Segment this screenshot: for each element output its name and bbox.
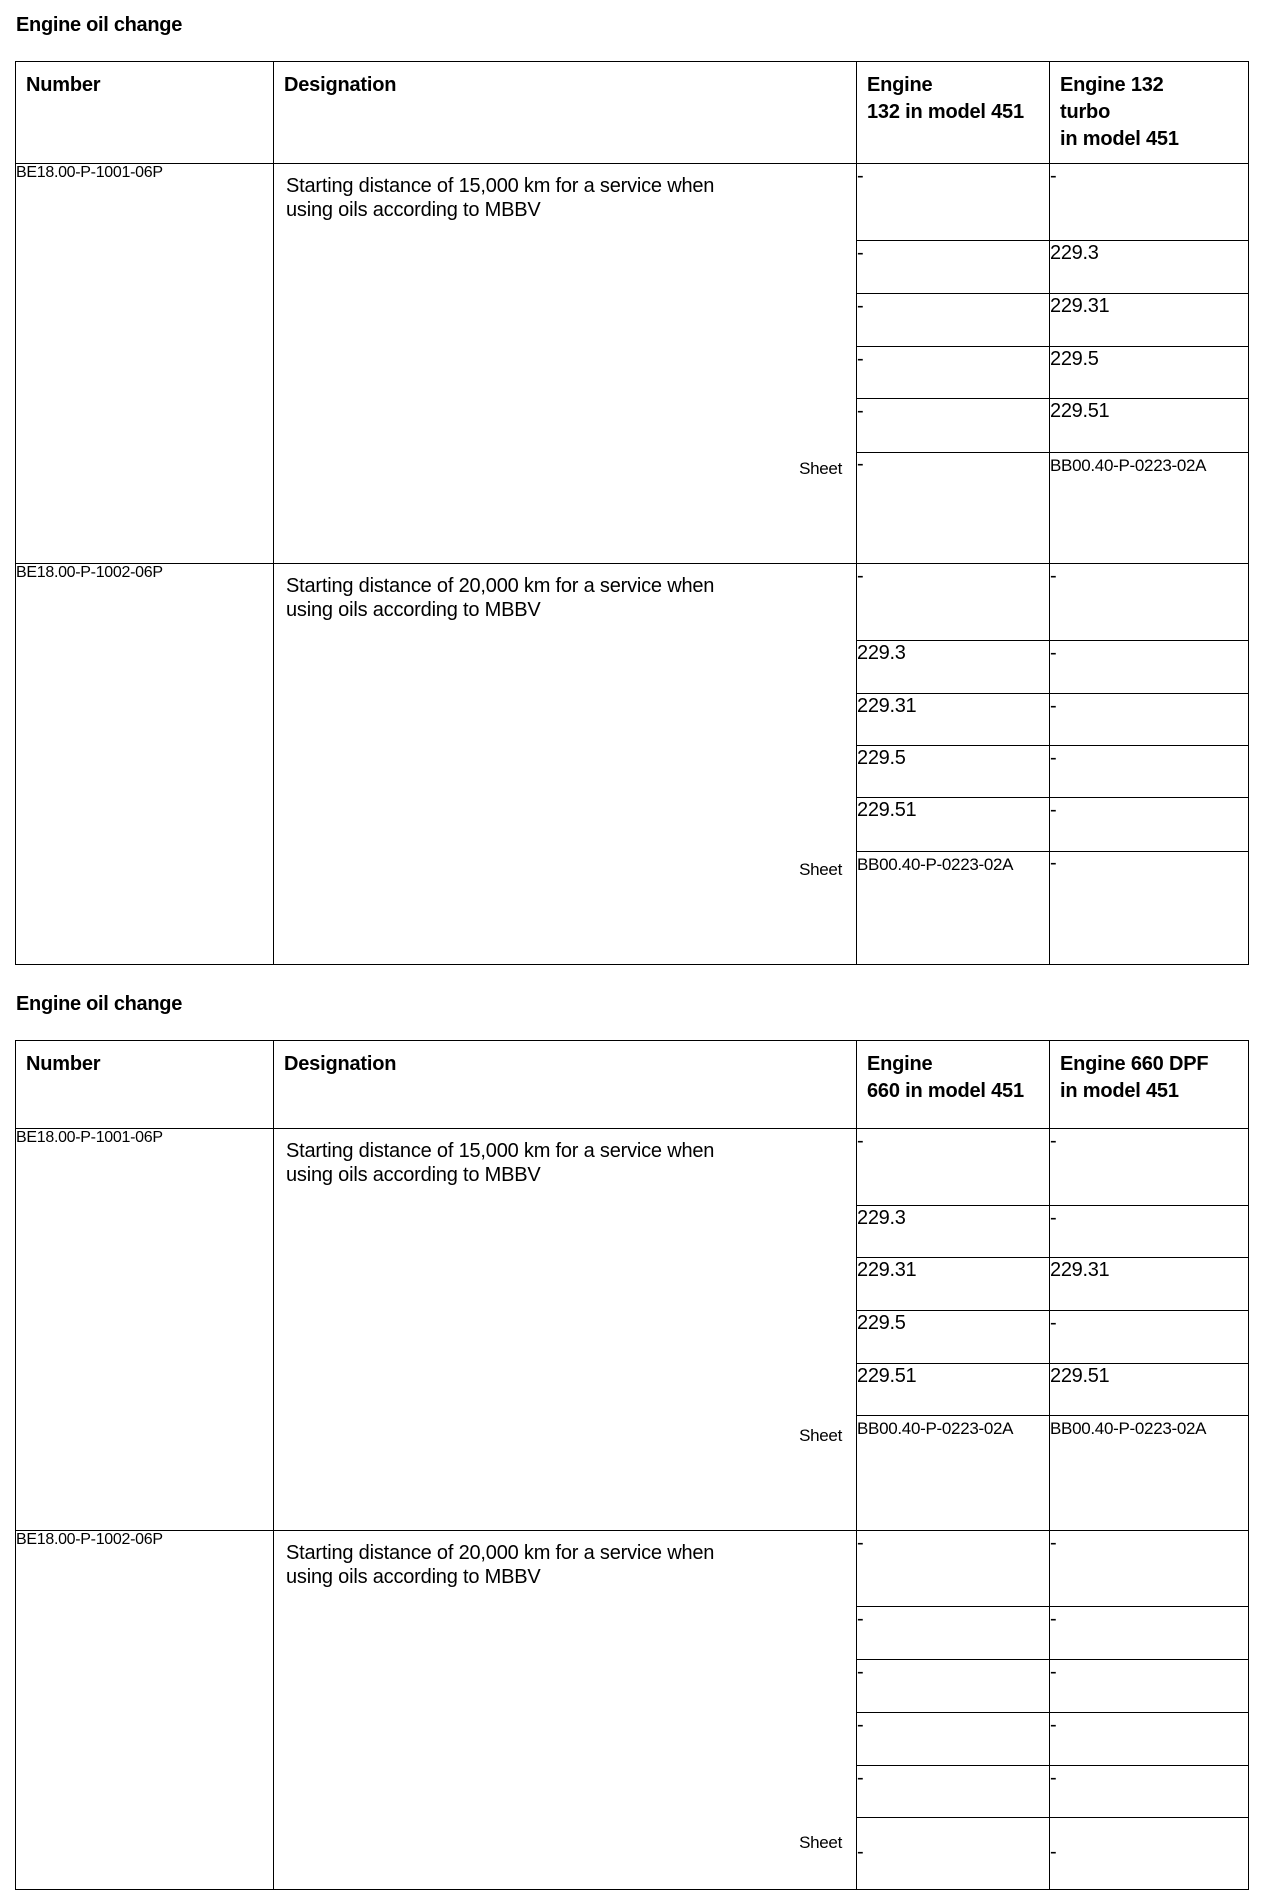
header-number: Number: [16, 62, 274, 164]
value-cell: -: [857, 1660, 1050, 1713]
header-line: Engine 660 DPF: [1060, 1053, 1209, 1075]
value-cell: 229.51: [1050, 1364, 1249, 1416]
header-line: Engine: [867, 1053, 933, 1075]
table-row: [16, 564, 1249, 641]
oil-change-table: [15, 61, 1249, 965]
value-cell: -: [1050, 564, 1249, 641]
designation-cell: [274, 564, 857, 965]
header-designation: Designation: [274, 62, 857, 164]
header-engine-col1: [857, 1041, 1050, 1129]
oil-change-table: [15, 1040, 1249, 1890]
header-line: in model 451: [1060, 128, 1179, 150]
table-row: [16, 164, 1249, 241]
designation-text: Starting distance of 15,000 km for a service when using oils according to MBBV: [286, 175, 715, 221]
header-engine-col2: [1050, 62, 1249, 164]
value-cell: 229.5: [857, 746, 1050, 798]
header-number: Number: [16, 1041, 274, 1129]
value-cell: -: [1050, 746, 1249, 798]
value-cell: 229.31: [857, 1258, 1050, 1311]
sheet-label: Sheet: [799, 860, 842, 879]
value-cell: -: [1050, 1766, 1249, 1818]
value-cell: -: [857, 164, 1050, 241]
value-cell: -: [857, 1531, 1050, 1607]
value-cell: -: [1050, 798, 1249, 852]
value-cell: 229.51: [857, 1364, 1050, 1416]
header-line: Engine 132: [1060, 74, 1164, 96]
value-cell: -: [1050, 1206, 1249, 1258]
designation-text: Starting distance of 15,000 km for a service when using oils according to MBBV: [286, 1140, 715, 1186]
value-cell: -: [1050, 1660, 1249, 1713]
value-cell: -: [1050, 1818, 1249, 1890]
value-cell: -: [1050, 694, 1249, 746]
value-cell: -: [857, 294, 1050, 347]
value-cell: 229.31: [1050, 294, 1249, 347]
value-cell: -: [857, 1766, 1050, 1818]
designation-cell: [274, 1129, 857, 1531]
value-cell: 229.31: [1050, 1258, 1249, 1311]
value-cell: -: [1050, 1607, 1249, 1660]
designation-text: Starting distance of 20,000 km for a service when using oils according to MBBV: [286, 1542, 715, 1588]
sheet-ref-cell: BB00.40-P-0223-02A: [1050, 453, 1249, 564]
value-cell: -: [1050, 164, 1249, 241]
service-number: BE18.00-P-1002-06P: [16, 1531, 274, 1890]
header-engine-col1: [857, 62, 1050, 164]
value-cell: -: [1050, 1713, 1249, 1766]
value-cell: -: [1050, 641, 1249, 694]
value-cell: -: [857, 1129, 1050, 1206]
sheet-ref-cell: BB00.40-P-0223-02A: [857, 1416, 1050, 1531]
value-cell: -: [857, 399, 1050, 453]
sheet-ref-cell: -: [1050, 852, 1249, 965]
value-cell: 229.51: [1050, 399, 1249, 453]
section-title: Engine oil change: [16, 14, 183, 36]
value-cell: 229.5: [857, 1311, 1050, 1364]
sheet-label: Sheet: [799, 459, 842, 478]
table-row: [16, 1129, 1249, 1206]
value-cell: -: [857, 1818, 1050, 1890]
header-designation: Designation: [274, 1041, 857, 1129]
value-cell: -: [857, 564, 1050, 641]
sheet-ref-cell: -: [857, 453, 1050, 564]
value-cell: -: [857, 1607, 1050, 1660]
header-row: [16, 62, 1249, 164]
value-cell: -: [857, 347, 1050, 399]
value-cell: -: [1050, 1311, 1249, 1364]
header-engine-col2: [1050, 1041, 1249, 1129]
service-number: BE18.00-P-1001-06P: [16, 164, 274, 564]
header-line: 660 in model 451: [867, 1080, 1024, 1102]
header-line: in model 451: [1060, 1080, 1179, 1102]
section-title: Engine oil change: [16, 993, 183, 1015]
value-cell: 229.51: [857, 798, 1050, 852]
value-cell: 229.3: [857, 641, 1050, 694]
designation-cell: [274, 164, 857, 564]
value-cell: 229.3: [857, 1206, 1050, 1258]
value-cell: -: [857, 1713, 1050, 1766]
header-line: 132 in model 451: [867, 101, 1024, 123]
value-cell: -: [1050, 1531, 1249, 1607]
sheet-label: Sheet: [799, 1833, 842, 1852]
header-line: turbo: [1060, 101, 1111, 123]
value-cell: 229.31: [857, 694, 1050, 746]
designation-text: Starting distance of 20,000 km for a service when using oils according to MBBV: [286, 575, 715, 621]
value-cell: -: [1050, 1129, 1249, 1206]
sheet-ref-cell: BB00.40-P-0223-02A: [1050, 1416, 1249, 1531]
service-number: BE18.00-P-1001-06P: [16, 1129, 274, 1531]
table-row: [16, 1531, 1249, 1607]
header-line: Engine: [867, 74, 933, 96]
sheet-label: Sheet: [799, 1426, 842, 1445]
designation-cell: [274, 1531, 857, 1890]
header-row: [16, 1041, 1249, 1129]
value-cell: 229.5: [1050, 347, 1249, 399]
service-number: BE18.00-P-1002-06P: [16, 564, 274, 965]
sheet-ref-cell: BB00.40-P-0223-02A: [857, 852, 1050, 965]
value-cell: -: [857, 241, 1050, 294]
value-cell: 229.3: [1050, 241, 1249, 294]
